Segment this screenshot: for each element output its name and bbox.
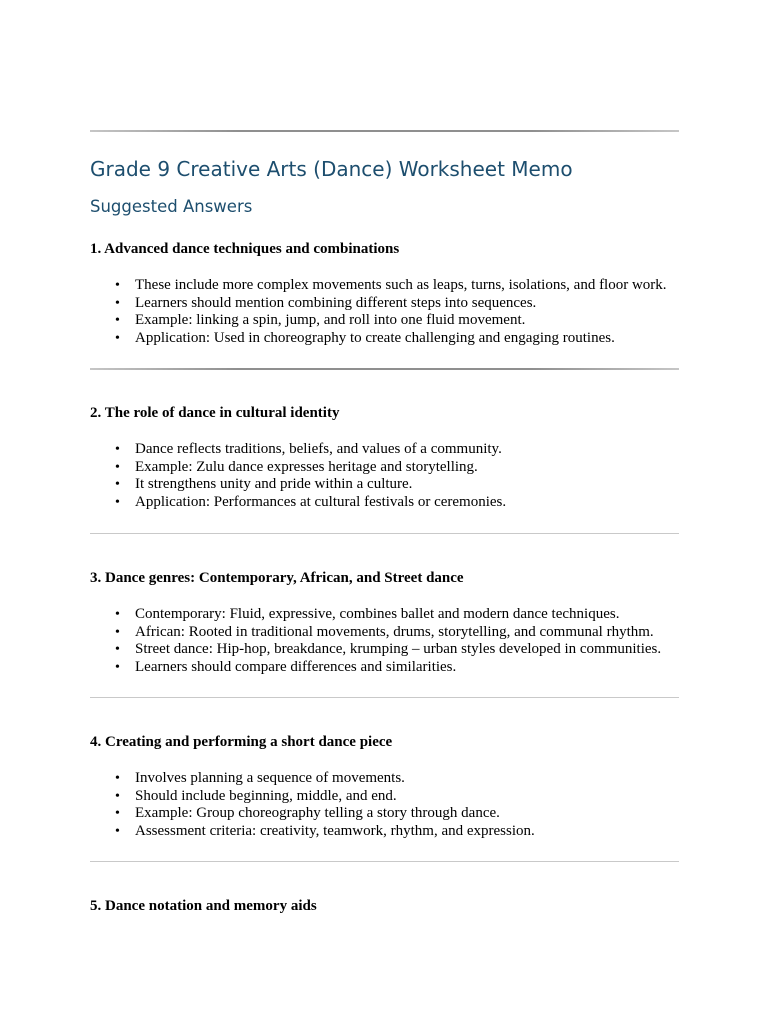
list-item: • Learners should compare differences and similarities. <box>115 659 457 676</box>
list-item: • Should include beginning, middle, and end. <box>115 787 397 804</box>
list-item: • Involves planning a sequence of movements. <box>115 770 405 786</box>
bullet-icon: • <box>115 788 120 804</box>
bullet-icon: • <box>115 459 120 475</box>
list-item: • African: Rooted in traditional movements, drums, storytelling, and communal rhythm. <box>115 623 654 640</box>
section-1-list <box>90 277 667 348</box>
bullet-icon: • <box>115 806 120 822</box>
list-item: • It strengthens unity and pride within a culture. <box>115 476 413 493</box>
list-item: • Dance reflects traditions, beliefs, and values of a community. <box>115 441 502 457</box>
bullet-icon: • <box>115 477 120 493</box>
section-4-list <box>90 770 535 841</box>
section-divider <box>90 533 679 534</box>
bullet-icon: • <box>115 278 120 293</box>
section-1-heading: 1. Advanced dance techniques and combinations <box>90 241 400 257</box>
section-divider <box>90 368 679 370</box>
list-item: • These include more complex movements such as leaps, turns, isolations, and floor work. <box>115 277 667 293</box>
bullet-icon: • <box>115 624 120 640</box>
list-item: • Application: Performances at cultural festivals or ceremonies. <box>115 494 507 511</box>
section-divider <box>90 861 679 862</box>
bullet-icon: • <box>115 442 120 457</box>
top-divider <box>90 130 679 132</box>
section-divider <box>90 697 679 698</box>
bullet-icon: • <box>115 295 120 311</box>
list-item: • Application: Used in choreography to create challenging and engaging routines. <box>115 330 615 347</box>
section-2-list <box>90 441 506 512</box>
bullet-icon: • <box>115 824 120 840</box>
bullet-icon: • <box>115 331 120 347</box>
page-subtitle: Suggested Answers <box>90 197 253 216</box>
page-title: Grade 9 Creative Arts (Dance) Worksheet Memo <box>90 157 573 181</box>
bullet-icon: • <box>115 771 120 786</box>
bullet-icon: • <box>115 660 120 676</box>
list-item: • Street dance: Hip-hop, breakdance, krumping – urban styles developed in communities. <box>115 641 662 658</box>
list-item: • Example: Group choreography telling a story through dance. <box>115 805 500 822</box>
section-2-heading: 2. The role of dance in cultural identity <box>90 405 340 421</box>
section-4-heading: 4. Creating and performing a short dance piece <box>90 734 393 750</box>
bullet-icon: • <box>115 313 120 329</box>
list-item: • Example: linking a spin, jump, and roll into one fluid movement. <box>115 312 526 329</box>
section-3-heading: 3. Dance genres: Contemporary, African, and Street dance <box>90 570 464 586</box>
list-item: • Learners should mention combining different steps into sequences. <box>115 294 537 311</box>
section-5-heading: 5. Dance notation and memory aids <box>90 898 317 914</box>
bullet-icon: • <box>115 642 120 658</box>
bullet-icon: • <box>115 607 120 622</box>
bullet-icon: • <box>115 495 120 511</box>
list-item: • Assessment criteria: creativity, teamwork, rhythm, and expression. <box>115 823 535 840</box>
list-item: • Contemporary: Fluid, expressive, combines ballet and modern dance techniques. <box>115 606 620 622</box>
list-item: • Example: Zulu dance expresses heritage and storytelling. <box>115 458 478 475</box>
section-3-list <box>90 606 661 677</box>
